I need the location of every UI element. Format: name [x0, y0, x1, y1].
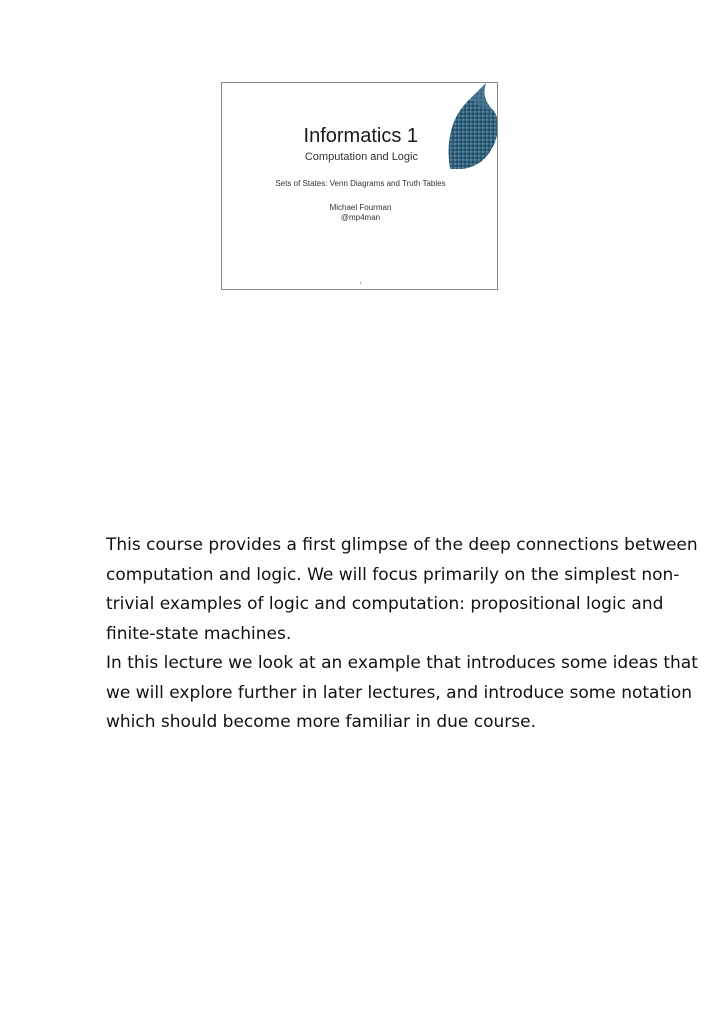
notes-paragraph: This course provides a first glimpse of the deep connections between computation and logic. We will focus primarily on the simplest non-trivial examples of logic and computation: propositional logic and finite-state machines.	[106, 535, 698, 644]
university-crest-icon	[446, 83, 498, 169]
slide-title: Informatics 1	[303, 125, 418, 147]
slide-number: 1	[359, 280, 362, 285]
slide-thumbnail	[221, 82, 498, 290]
notes-paragraph: In this lecture we look at an example that introduces some ideas that we will explore further in later lectures, and introduce some notation which should become more familiar in due course.	[106, 653, 698, 732]
slide-topic: Sets of States: Venn Diagrams and Truth Tables	[275, 179, 446, 188]
slide-subtitle: Computation and Logic	[304, 151, 418, 163]
slide-handle: @mp4man	[340, 213, 381, 222]
speaker-notes	[106, 531, 706, 738]
slide-author: Michael Fourman	[329, 203, 392, 212]
